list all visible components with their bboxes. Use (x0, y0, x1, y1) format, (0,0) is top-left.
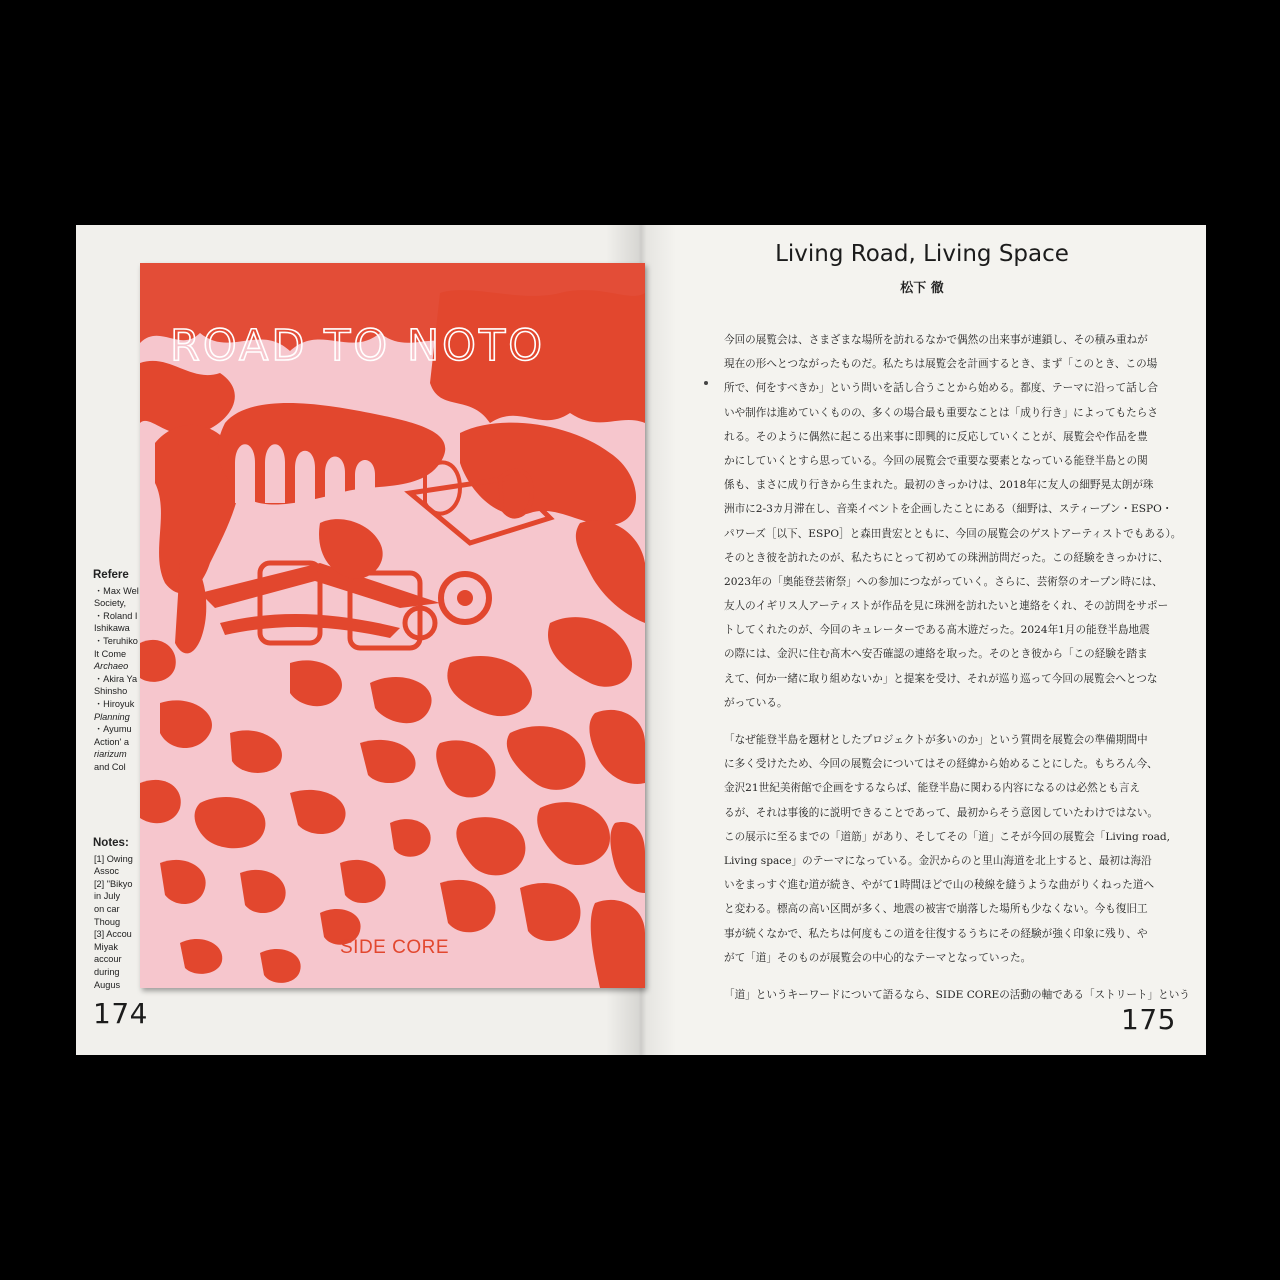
text-line: [1] Owing (94, 853, 133, 864)
body-line: 係も、まさに成り行きから生まれた。最初のきっかけは、2018年に友人の細野晃太朗が珠 (724, 479, 1154, 492)
body-line: いや制作は進めていくものの、多くの場合最も重要なことは「成り行き」によってもたらさ (724, 406, 1158, 419)
text-line: on car (94, 903, 120, 914)
text-line: It Come (94, 648, 127, 659)
body-line: 「道」というキーワードについて語るなら、SIDE COREの活動の軸である「ストリート」という (724, 988, 1190, 1001)
text-line: Miyak (94, 941, 118, 952)
margin-dot (704, 381, 708, 385)
text-line: Assoc (94, 866, 120, 877)
text-line: Augus (94, 979, 121, 990)
page-number-right: 175 (1121, 1003, 1176, 1036)
text-line: accour (94, 954, 122, 965)
text-line: ・Teruhiko (94, 635, 138, 646)
body-line: るが、それは事後的に説明できることであって、最初からそう意図していたわけではない。 (724, 806, 1159, 819)
body-line: 洲市に2-3カ月滞在し、音楽イベントを企画したことにある（細野は、スティーブン・ESPO・ (724, 503, 1173, 516)
article-body (724, 328, 1190, 1007)
text-line: ・Akira Ya (94, 673, 138, 684)
booklet-illustration (140, 263, 645, 988)
body-line: 事が続くなかで、私たちは何度もこの道を往復するうちにその経験が強く印象に残り、や (724, 927, 1148, 940)
body-line: トしてくれたのが、今回のキュレーターである髙木遊だった。2024年1月の能登半島地震 (724, 624, 1150, 637)
right-page (638, 225, 1206, 1055)
text-line: Shinsho (94, 686, 128, 697)
body-line: 金沢21世紀美術館で企画をするならば、能登半島に関わる内容になるのは必然とも言え (724, 782, 1141, 795)
text-line: and Col (94, 761, 126, 772)
booklet-cover (140, 263, 645, 988)
body-line: がて「道」そのものが展覧会の中心的なテーマとなっていった。 (724, 951, 1032, 964)
body-line: Living space」のテーマになっている。金沢からのと里山海道を北上すると、最初は海沿 (724, 854, 1152, 867)
body-line: 現在の形へとつながったものだ。私たちは展覧会を計画するとき、まず「このとき、この場 (724, 358, 1158, 371)
body-line: 今回の展覧会は、さまざまな場所を訪れるなかで偶然の出来事が連鎖し、その積み重ねが (724, 334, 1148, 346)
body-line: 所で、何をすべきか」という問いを話し合うことから始める。都度、テーマに沿って話し合 (724, 382, 1158, 395)
paragraph-gap (724, 970, 1186, 983)
page-number-left: 174 (93, 997, 148, 1030)
booklet-subtitle: SIDE CORE (340, 937, 450, 958)
body-line: の際には、金沢に住む髙木へ安否確認の連絡を取った。そのとき彼から「この経験を踏ま (724, 648, 1148, 661)
body-line: れる。そのように偶然に起こる出来事に即興的に反応していくことが、展覧会や作品を豊 (724, 430, 1148, 443)
body-line: いをまっすぐ進む道が続き、やがて1時間ほどで山の稜線を縫うような曲がりくねった道へ (724, 879, 1155, 892)
body-line: 友人のイギリス人アーティストが作品を見に珠洲を訪れたいと連絡をくれ、その訪問をサポー (724, 600, 1169, 613)
text-line: Archaeo (94, 661, 129, 672)
text-line: Thoug (94, 916, 121, 927)
illustration-ink-shapes (140, 263, 645, 988)
body-line: 「なぜ能登半島を題材としたプロジェクトが多いのか」という質問を展覧会の準備期間中 (724, 734, 1148, 746)
text-line: Ishikawa (94, 623, 130, 634)
text-line: Planning (94, 711, 130, 722)
body-line: パワーズ［以下、ESPO］と森田貴宏とともに、今回の展覧会のゲストアーティストでもある）。 (724, 527, 1182, 540)
text-line: ・Max Wel (94, 585, 139, 596)
text-line: ・Roland I (94, 610, 138, 621)
text-line: in July (94, 891, 121, 902)
body-line: に多く受けたため、今回の展覧会についてはその経緯から始めることにした。もちろん今、 (724, 758, 1158, 771)
text-line: [3] Accou (94, 929, 132, 940)
body-line: この展示に至るまでの「道筋」があり、そしてその「道」こそが今回の展覧会「Living road, (724, 830, 1171, 843)
paragraph (724, 983, 1190, 1007)
body-line: そのとき彼を訪れたのが、私たちにとって初めての珠洲訪問だった。この経験をきっかけに、 (724, 551, 1169, 564)
body-line: えて、何か一緒に取り組めないか」と提案を受け、それが巡り巡って今回の展覧会へとつな (724, 672, 1158, 685)
body-line: かにしていくとすら思っている。今回の展覧会で重要な要素となっている能登半島との関 (724, 454, 1148, 467)
notes-heading: Notes: (93, 837, 129, 849)
body-line: と変わる。標高の高い区間が多く、地震の被害で崩落した場所も少なくない。今も復旧工 (724, 903, 1148, 916)
paragraph (724, 328, 1186, 715)
paragraph-gap (724, 715, 1186, 728)
article-title: Living Road, Living Space (775, 241, 1069, 267)
paragraph (724, 728, 1186, 970)
references-heading: Refere (93, 569, 129, 581)
text-line: Society, (94, 598, 126, 609)
text-line: ・Hiroyuk (94, 698, 135, 709)
text-line: ・Ayumu (94, 724, 132, 735)
body-line: がっている。 (724, 696, 788, 709)
article-author: 松下 徹 (900, 281, 944, 296)
text-line: Action' a (94, 736, 129, 747)
booklet-title: ROAD TO NOTO (170, 321, 546, 371)
text-line: [2] "Bikyo (94, 878, 133, 889)
body-line: 2023年の「奥能登芸術祭」への参加につながっていく。さらに、芸術祭のオープン時には、 (724, 575, 1163, 588)
text-line: riarizum (94, 749, 127, 760)
text-line: during (94, 966, 120, 977)
